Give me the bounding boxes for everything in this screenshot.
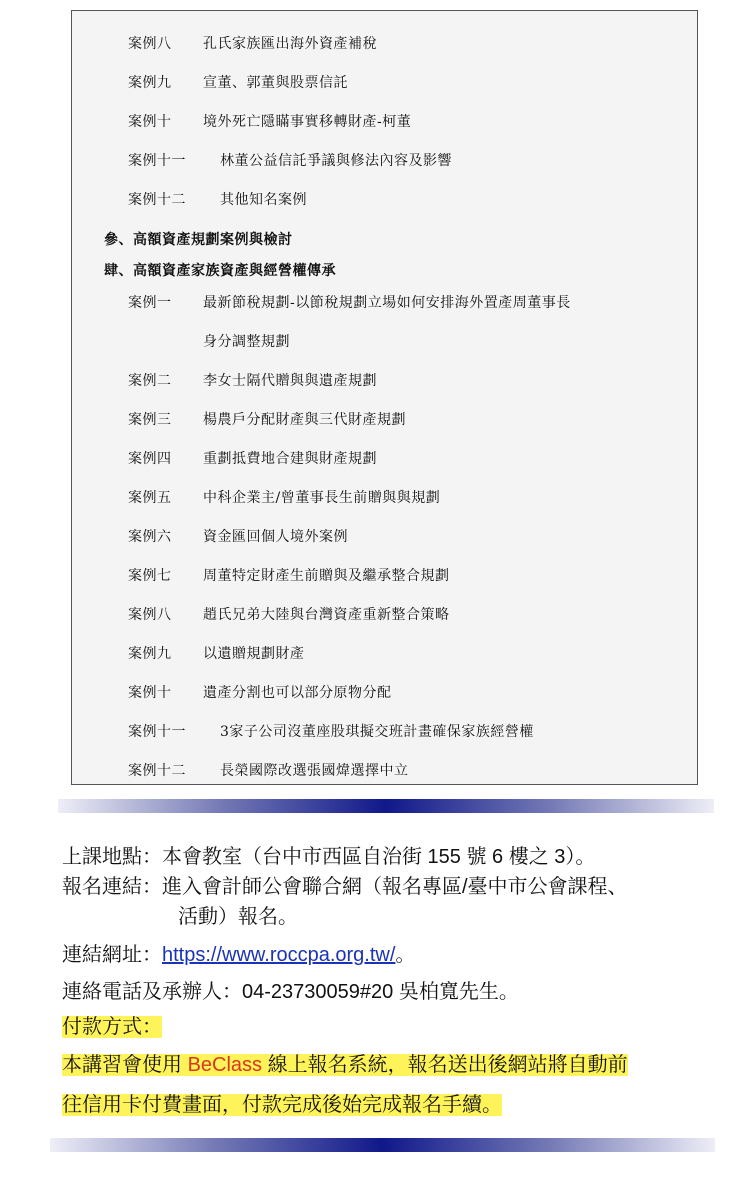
case-item <box>72 758 697 784</box>
case-text: 以遺贈規劃財產 <box>203 646 305 662</box>
case-text: 長榮國際改選張國煒選擇中立 <box>220 763 409 779</box>
payment-title-line <box>62 1013 162 1041</box>
case-text: 李女士隔代贈與與遺產規劃 <box>203 373 377 389</box>
signup-text: 報名連結：進入會計師公會聯合網（報名專區/臺中市公會課程、 <box>62 876 628 898</box>
case-item <box>72 485 697 511</box>
website-link[interactable]: https://www.roccpa.org.tw/ <box>162 944 396 966</box>
case-item <box>72 563 697 589</box>
location-line <box>62 843 595 871</box>
case-text: 宣董、郭董與股票信託 <box>203 75 348 91</box>
section-heading <box>72 258 697 284</box>
section-heading-text: 參、高額資產規劃案例與檢討 <box>104 232 293 248</box>
case-text: 其他知名案例 <box>220 192 307 208</box>
case-text: 最新節稅規劃-以節稅規劃立場如何安排海外置產周董事長 <box>203 295 571 311</box>
payment-text-highlight <box>62 1054 628 1076</box>
case-number: 案例十二 <box>128 763 186 779</box>
case-text: 孔氏家族匯出海外資產補稅 <box>203 36 377 52</box>
divider-bar-bottom <box>50 1138 715 1152</box>
url-label: 連結網址： <box>62 944 162 966</box>
case-number: 案例五 <box>128 490 172 506</box>
case-number: 案例十 <box>128 685 172 701</box>
case-number: 案例十一 <box>128 724 186 740</box>
case-item <box>72 70 697 96</box>
payment-post: 線上報名系統，報名送出後網站將自動前 <box>262 1054 628 1076</box>
payment-pre: 本講習會使用 <box>62 1054 188 1076</box>
url-suffix: 。 <box>395 944 416 966</box>
case-number: 案例四 <box>128 451 172 467</box>
case-text: 重劃抵費地合建與財產規劃 <box>203 451 377 467</box>
case-number: 案例十二 <box>128 192 186 208</box>
case-text: 周董特定財產生前贈與及繼承整合規劃 <box>203 568 450 584</box>
signup-line-1 <box>62 873 628 901</box>
case-number: 案例二 <box>128 373 172 389</box>
case-number: 案例九 <box>128 646 172 662</box>
case-text: 境外死亡隱瞞事實移轉財產-柯董 <box>203 114 412 130</box>
case-text: 資金匯回個人境外案例 <box>203 529 348 545</box>
signup-line-2 <box>178 903 298 931</box>
case-item <box>72 187 697 213</box>
case-number: 案例三 <box>128 412 172 428</box>
beclass-brand: BeClass <box>187 1054 263 1076</box>
case-number: 案例八 <box>128 607 172 623</box>
case-text: 中科企業主/曾董事長生前贈與與規劃 <box>203 490 441 506</box>
case-number: 案例六 <box>128 529 172 545</box>
case-text: 林董公益信託爭議與修法內容及影響 <box>220 153 452 169</box>
case-text: 3家子公司沒董座股琪擬交班計畫確保家族經營權 <box>220 724 534 740</box>
case-item <box>72 290 697 316</box>
case-text: 楊農戶分配財產與三代財產規劃 <box>203 412 406 428</box>
payment-line-1 <box>62 1051 628 1079</box>
case-item-continuation <box>72 329 697 355</box>
case-item <box>72 602 697 628</box>
section-heading <box>72 227 697 253</box>
course-outline-box <box>71 10 698 785</box>
case-text: 遺產分割也可以部分原物分配 <box>203 685 392 701</box>
case-item <box>72 31 697 57</box>
case-item <box>72 446 697 472</box>
case-item <box>72 368 697 394</box>
case-number: 案例十 <box>128 114 172 130</box>
case-text: 身分調整規劃 <box>203 334 290 350</box>
case-item <box>72 641 697 667</box>
contact-line <box>62 978 519 1006</box>
section-heading-text: 肆、高額資產家族資產與經營權傳承 <box>104 263 336 279</box>
payment-title: 付款方式： <box>62 1016 162 1038</box>
case-number: 案例一 <box>128 295 172 311</box>
divider-bar-top <box>58 799 714 813</box>
case-text: 趙氏兄弟大陸與台灣資產重新整合策略 <box>203 607 450 623</box>
signup-text-cont: 活動）報名。 <box>178 906 298 928</box>
payment-text-cont: 往信用卡付費畫面，付款完成後始完成報名手續。 <box>62 1094 502 1116</box>
case-number: 案例九 <box>128 75 172 91</box>
case-number: 案例十一 <box>128 153 186 169</box>
case-item <box>72 148 697 174</box>
case-item <box>72 719 697 745</box>
contact-text: 連絡電話及承辦人：04-23730059#20 吳柏寬先生。 <box>62 981 519 1003</box>
case-number: 案例八 <box>128 36 172 52</box>
url-line <box>62 941 415 969</box>
case-item <box>72 109 697 135</box>
payment-line-2 <box>62 1091 502 1119</box>
location-text: 上課地點：本會教室（台中市西區自治街 155 號 6 樓之 3）。 <box>62 846 596 868</box>
case-item <box>72 524 697 550</box>
case-item <box>72 680 697 706</box>
case-item <box>72 407 697 433</box>
case-number: 案例七 <box>128 568 172 584</box>
